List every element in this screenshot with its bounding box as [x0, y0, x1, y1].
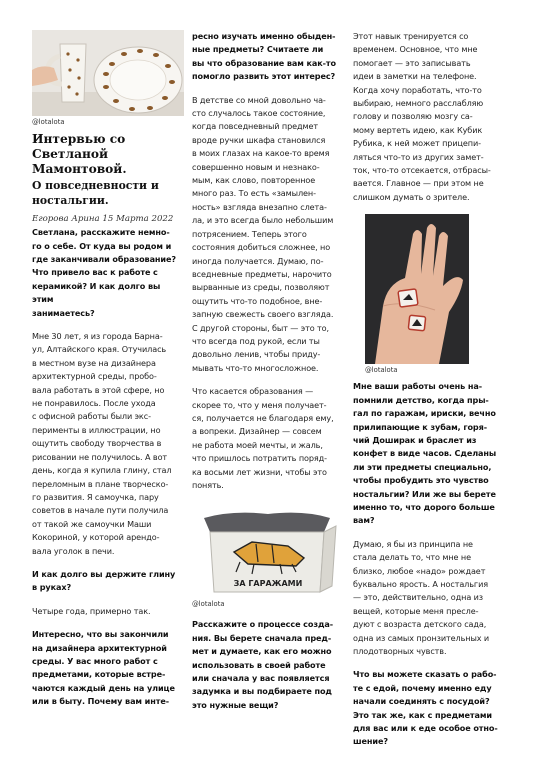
answer-line: вседневные предметы, нарочито	[192, 268, 332, 279]
answer-line: что пришлось потратить поряд-	[192, 453, 327, 464]
box-lettering: ЗА ГАРАЖАМИ	[233, 579, 303, 589]
answer-line: С другой стороны, быт — это то,	[192, 322, 329, 333]
question-line: ния. Вы берете сначала пред-	[192, 632, 332, 643]
question-line: вы что образование вам как-то	[192, 57, 336, 68]
answer-4	[192, 385, 344, 492]
question-line: Мне ваши работы очень на-	[353, 381, 482, 392]
photo-caption: @lotalota	[192, 600, 225, 609]
question-line: задумка и вы подбираете под	[192, 686, 332, 697]
answer-line: ность» взгляда внезапно слета-	[192, 201, 327, 212]
answer-line: не работа моей мечты, и жаль,	[192, 439, 323, 450]
question-line: в руках?	[32, 582, 72, 593]
question-1	[32, 226, 184, 320]
answer-3	[192, 94, 344, 376]
answer-1	[32, 330, 184, 558]
question-line: предметами, которые встре-	[32, 669, 166, 680]
answer-line: запную свежесть своего взгляда.	[192, 309, 334, 320]
answer-line: ул, Алтайского края. Отучилась	[32, 344, 167, 355]
question-line: на дизайнера архитектурной	[32, 642, 167, 653]
answer-line: перименты в иллюстрации, но	[32, 424, 161, 435]
garage-box-photo	[192, 506, 344, 598]
question-line: Светлана, расскажите немно-	[32, 227, 170, 238]
answer-line: когда повседневный предмет	[192, 121, 319, 132]
question-line: ные предметы? Считаете ли	[192, 44, 324, 55]
hand-with-cubes-photo	[365, 214, 469, 364]
answer-line: состояния добиться сложнее, но	[192, 242, 331, 253]
question-line: те с едой, почему именно еду	[353, 682, 492, 693]
answer-line: Рубика, к ней может прицепи-	[353, 138, 481, 149]
article-title-line: Мамонтовой.	[32, 162, 127, 176]
answer-line: рисовании не получилось. А вот	[32, 451, 168, 462]
answer-line: вала уголок в печи.	[32, 545, 115, 556]
answer-line: потрясением. Теперь этого	[192, 228, 307, 239]
question-5	[353, 380, 505, 527]
question-line: помнили детство, когда пры-	[353, 394, 489, 405]
answer-line: в моих глазах на какое-то время	[192, 148, 330, 159]
article-subtitle-line: ностальгии.	[32, 193, 109, 207]
question-line: И как долго вы держите глину	[32, 568, 176, 579]
answer-line: дуют с возраста детского сада,	[353, 619, 487, 630]
question-line: или в быту. Почему вам инте-	[32, 696, 169, 707]
answer-line: день, когда я купила глину, стал	[32, 465, 172, 476]
question-6	[353, 668, 505, 748]
answer-line: мывать что-то многосложное.	[192, 362, 319, 373]
answer-line: близко, любое «надо» рождает	[353, 565, 486, 576]
question-line: Интересно, что вы закончили	[32, 629, 169, 640]
answer-line: советов в начале пути получила	[32, 505, 169, 516]
answer-line: в местном вузе на дизайнера	[32, 357, 156, 368]
answer-line: вала работать в этой сфере, но	[32, 384, 165, 395]
answer-line: помогает — это записывать	[353, 57, 471, 68]
answer-line: вырванные из среды, позволяют	[192, 282, 330, 293]
column-1	[32, 30, 184, 709]
question-line: использовать в своей работе	[192, 659, 326, 670]
question-line: ресно изучать именно обыден-	[192, 31, 336, 41]
question-line: чий Доширак и браслет из	[353, 434, 477, 445]
answer-line: ла, и это всегда было небольшим	[192, 215, 334, 226]
answer-line: ка восьми лет жизни, чтобы это	[192, 466, 327, 477]
answer-line: одна из самых пронзительных и	[353, 632, 490, 643]
question-line: Это так же, как с предметами	[353, 709, 492, 720]
answer-line: а вопреки. Дизайнер — совсем	[192, 426, 322, 437]
question-line: занимаетесь?	[32, 307, 95, 318]
column-2	[192, 30, 344, 712]
answer-line: временем. Основное, что мне	[353, 44, 478, 55]
answer-line: вается. Главное — при этом не	[353, 178, 484, 189]
answer-line: Когда хочу поработать, что-то	[353, 84, 482, 95]
question-line: где заканчивали образование?	[32, 254, 176, 264]
answer-line: архитектурной среды, пробо-	[32, 371, 157, 382]
question-line: среды. У вас много работ с	[32, 655, 158, 666]
question-line: Что вы можете сказать о рабо-	[353, 669, 497, 680]
answer-line: мым, как слово, повторенное	[192, 175, 316, 186]
answer-line: — это, действительно, одна из	[353, 592, 484, 603]
answer-line: ощутить свободу творчества в	[32, 438, 162, 449]
article-title-line: Светланой	[32, 147, 109, 161]
answer-line: от такой же самоучки Маши	[32, 518, 152, 529]
answer-line: Что касается образования —	[192, 386, 314, 397]
photo-caption: @lotalota	[32, 118, 65, 126]
question-line: прилипающие к зубам, горя-	[353, 421, 487, 432]
question-line: чаются каждый день на улице	[32, 682, 175, 693]
question-line: чтобы пробудить это чувство	[353, 475, 489, 486]
question-3-continued	[192, 30, 344, 84]
answer-line: слишком думать о зрителе.	[353, 191, 470, 202]
answer-line: с офисной работы были экс-	[32, 411, 151, 422]
answer-line: выбираю, немного расслабляю	[353, 98, 484, 109]
answer-line: плодотворных чувств.	[353, 646, 447, 656]
question-line: керамикой? И как долго вы этим	[32, 280, 161, 305]
answer-line: совершенно новым и незнако-	[192, 161, 320, 172]
answer-line: ся, получается не благодаря ему,	[192, 412, 334, 423]
question-line: или сначала у вас появляется	[192, 673, 330, 684]
answer-line: ощутить что-то подобное, вне-	[192, 295, 323, 306]
answer-line: вещей, которые меня пресле-	[353, 605, 479, 616]
answer-line: го развития. Я самоучка, пару	[32, 491, 159, 502]
question-line: гал по гаражам, ириски, вечно	[353, 408, 496, 419]
question-line: шение?	[353, 736, 388, 747]
answer-line: Думаю, я бы из принципа не	[353, 538, 473, 549]
question-line: для вас или к еде особое отно-	[353, 723, 498, 734]
question-4	[192, 618, 344, 712]
answer-line: буквально ярость. А ностальгия	[353, 578, 489, 589]
answer-line: сто случалось такое состояние,	[192, 108, 326, 119]
answer-line: ток, что-то отсекается, отбрасы-	[353, 165, 491, 176]
answer-line: мому вертеть идею, как Кубик	[353, 124, 483, 135]
answer-line: В детстве со мной довольно ча-	[192, 94, 326, 105]
question-line: ностальгии? Или же вы берете	[353, 488, 496, 499]
question-line: ли эти предметы специально,	[353, 461, 492, 472]
answer-line: иногда получается. Думаю, по-	[192, 255, 324, 266]
answer-line: понять.	[192, 480, 224, 490]
answer-line: не понравилось. После ухода	[32, 398, 156, 409]
answer-line: стала делать то, что мне не	[353, 552, 471, 563]
answer-line: Кокориной, у которой арендо-	[32, 532, 160, 543]
answer-line: много раз. То есть «замылен-	[192, 188, 316, 199]
question-3	[32, 628, 184, 708]
question-line: помогло развить этот интерес?	[192, 71, 336, 82]
question-line: вам?	[353, 515, 375, 526]
question-line: Что привело вас к работе с	[32, 267, 158, 278]
answer-line: Этот навык тренируется со	[353, 31, 469, 41]
answer-line: ляться что-то из других замет-	[353, 151, 484, 162]
answer-5	[353, 30, 505, 204]
question-line: мет и думаете, как его можно	[192, 646, 332, 657]
answer-line: Четыре года, примерно так.	[32, 605, 151, 616]
question-line: это нужные вещи?	[192, 699, 279, 710]
answer-line: голову и позволяю мозгу са-	[353, 111, 473, 122]
answer-line: вроде ручки шкафа становился	[192, 134, 326, 145]
answer-line: Мне 30 лет, я из города Барна-	[32, 331, 163, 342]
question-line: именно то, что дорого больше	[353, 501, 495, 512]
answer-line: скорее то, что у меня получает-	[192, 399, 327, 410]
column-3	[353, 30, 505, 749]
question-line: начали соединять с посудой?	[353, 696, 490, 707]
mug-and-plate-photo	[32, 30, 184, 116]
answer-line: довольно ленив, чтобы приду-	[192, 349, 321, 360]
question-line: Расскажите о процессе созда-	[192, 619, 334, 630]
question-line: конфет в виде часов. Сделаны	[353, 448, 497, 459]
byline: Егорова Арина 15 Марта 2022	[32, 214, 174, 225]
photo-caption: @lotalota	[365, 366, 398, 375]
question-line: го о себе. От куда вы родом и	[32, 240, 172, 251]
answer-line: что всегда под рукой, если ты	[192, 335, 320, 346]
answer-line: идеи в заметки на телефоне.	[353, 71, 477, 82]
question-2	[32, 568, 184, 595]
answer-6	[353, 538, 505, 659]
answer-line: переломным в плане творческо-	[32, 478, 169, 489]
article-title-line: Интервью со	[32, 132, 126, 146]
article-subtitle-line: О повседневности и	[32, 179, 159, 192]
